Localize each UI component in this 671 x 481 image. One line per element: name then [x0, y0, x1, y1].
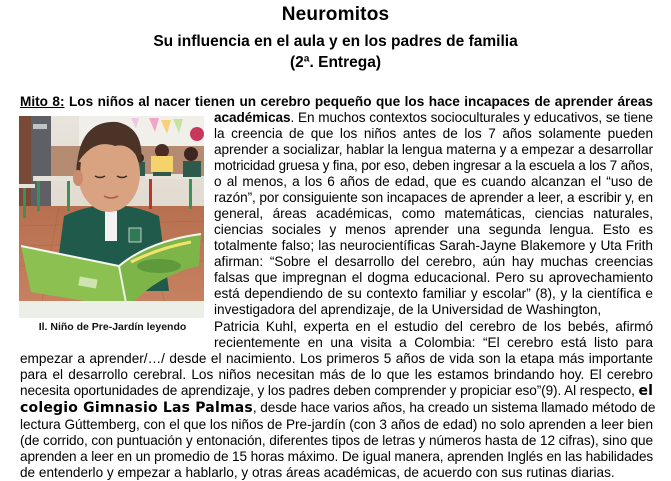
closing-line-4: de entenderlo y empezar a hablarlo, y otras áreas académicas, de acuerdo con sus rutinas diarias. [20, 465, 615, 480]
closing-line-3: aprenden a leer en un promedio de 15 horas máximo. De igual manera, aprenden Inglés en las habilidades [20, 449, 654, 464]
myth-statement-end: académicas [214, 110, 291, 125]
column-line-3: aprender a socializar, hablar la lengua materna y a empezar a desarrollar [214, 142, 653, 157]
column-line-10: afirman: “Sobre el desarrollo del cerebro, aún hay muchas creencias [214, 254, 653, 269]
column-line-2: la creencia de que los niños antes de los 7 años solamente pueden [214, 126, 653, 141]
myth-label: Mito 8: [20, 94, 65, 109]
full-line-2: para el desarrollo cerebral. Los niños necesitan más de lo que les estamos brindando hoy. El cerebro [20, 367, 653, 382]
closing-line-1: lectura Gúttemberg, con el que los niños de Pre-jardín (con 3 años de edad) no solo aprenden a leer bien [20, 417, 654, 432]
kuhl-line-2: recientemente en una visita a Colombia: “El cerebro está listo para [214, 335, 653, 350]
school-name-start: el [638, 383, 654, 399]
myth-statement: Los niños al nacer tienen un cerebro pequeño que los hace incapaces de aprender áreas [68, 94, 653, 109]
column-line-8: ciencias sociales y menos aprender una segunda lengua. Esto es [214, 222, 653, 237]
column-line-7: general, áreas académicas, como matemáticas, ciencias naturales, [214, 206, 653, 221]
column-line-4: motricidad gruesa y fina, por eso, deben ingresar a la escuela a los 7 años, [214, 158, 653, 173]
photo-caption: Il. Niño de Pre-Jardín leyendo [38, 321, 187, 333]
kuhl-line-1: Patricia Kuhl, experta en el estudio del cerebro de los bebés, afirmó [214, 319, 653, 334]
column-line-1: académicas. En muchos contextos socioculturales y educativos, se tiene [214, 110, 653, 125]
classroom-photo [19, 116, 204, 318]
column-line-11: falsas que impregnan el dogma educacional. Pero su aprovechamiento [214, 270, 653, 285]
full-line-3: necesita oportunidades de aprendizaje, y los padres deben comprender y propiciar eso”(9). Al respecto, el [20, 383, 654, 399]
school-name: colegio Gimnasio Las Palmas [20, 400, 253, 416]
column-line-6: razón”, por consiguiente son incapaces de aprender a leer, a escribir y, en [214, 190, 653, 205]
edition-label: (2ª. Entrega) [289, 54, 381, 71]
full-line-1: empezar a aprender/…/ desde el nacimiento. Los primeros 5 años de vida son la etapa más importante [20, 351, 653, 366]
column-line-9: totalmente falso; las neurocientíficas Sarah-Jayne Blakemore y Uta Frith [214, 238, 653, 253]
child-reading-photo-icon [19, 116, 204, 318]
page-subtitle: Su influencia en el aula y en los padres de familia [153, 33, 518, 50]
column-line-5: o al menos, a los 6 años de edad, que es cuando alcanzan el “uso de [214, 174, 653, 189]
column-line-13: investigadora del aprendizaje, de la Universidad de Washington, [214, 302, 602, 317]
closing-line-2: (de corrido, con puntuación y entonación, diferentes tipos de letras y números hasta de 12 cifras), sino que [20, 433, 653, 448]
page-title: Neuromitos [281, 4, 390, 25]
column-line-12: está dependiendo de su contexto familiar y escolar” (8), y la científica e [214, 286, 653, 301]
school-line: colegio Gimnasio Las Palmas, desde hace varios años, ha creado un sistema llamado método de [20, 400, 656, 416]
myth-heading [20, 94, 653, 110]
